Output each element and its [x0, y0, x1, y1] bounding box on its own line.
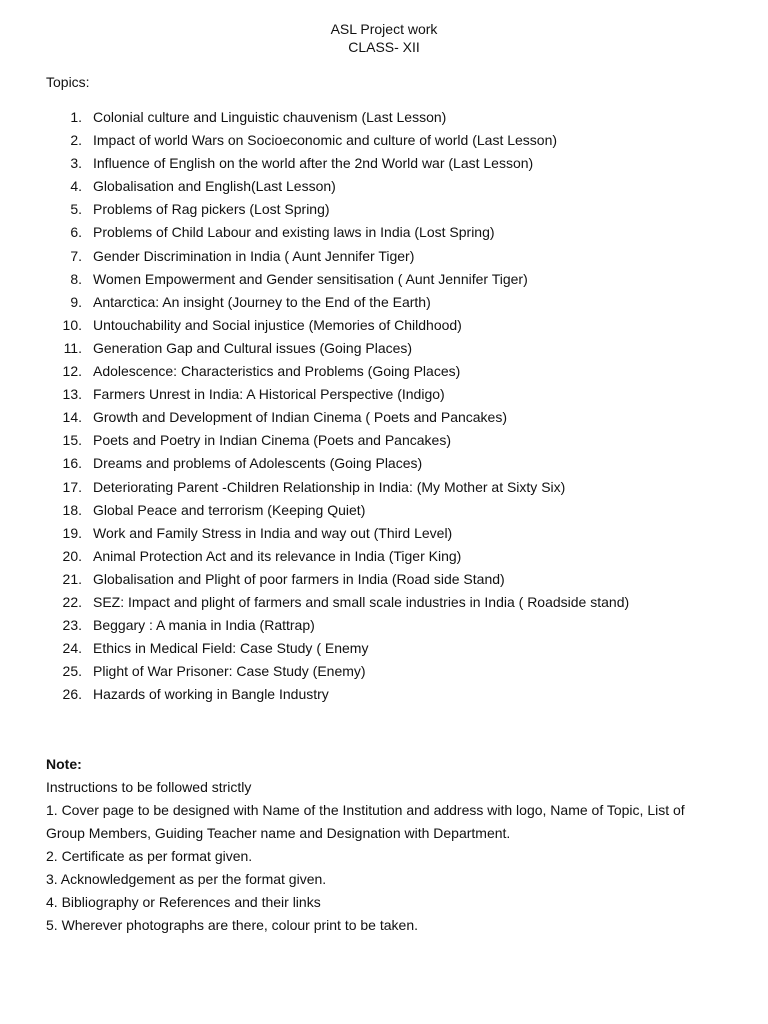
topic-number: 16.: [62, 455, 82, 472]
topic-item: [0, 154, 768, 177]
topic-item: [0, 247, 768, 270]
topic-item: [0, 685, 768, 708]
topic-number: 18.: [62, 501, 82, 518]
topic-text: Growth and Development of Indian Cinema ( Poets and Pancakes): [93, 409, 508, 426]
topic-item: [0, 339, 768, 362]
topic-number: 19.: [62, 524, 82, 541]
topic-text: Colonial culture and Linguistic chauvenism (Last Lesson): [93, 109, 447, 125]
topic-number: 12.: [62, 363, 82, 380]
note-line: 2. Certificate as per format given.: [46, 848, 253, 864]
topic-text: Dreams and problems of Adolescents (Going Places): [93, 455, 423, 472]
topic-item: [0, 385, 768, 408]
topic-text: Antarctica: An insight (Journey to the End of the Earth): [93, 293, 431, 310]
topic-number: 15.: [62, 432, 82, 449]
topic-number: 14.: [62, 409, 82, 426]
topic-number: 6.: [70, 224, 82, 241]
topic-item: [0, 639, 768, 662]
topic-item: [0, 454, 768, 477]
topic-text: Global Peace and terrorism (Keeping Quiet): [93, 501, 366, 518]
topic-text: Beggary : A mania in India (Rattrap): [93, 617, 315, 634]
topic-number: 21.: [62, 570, 82, 587]
topic-number: 5.: [70, 201, 82, 218]
note-line: 3. Acknowledgement as per the format given.: [46, 871, 327, 887]
topic-number: 7.: [70, 247, 82, 264]
topic-number: 26.: [62, 686, 82, 703]
note-heading: Note:: [46, 756, 82, 772]
topic-item: [0, 501, 768, 524]
topic-text: Influence of English on the world after the 2nd World war (Last Lesson): [93, 155, 534, 172]
topic-text: Generation Gap and Cultural issues (Going Places): [93, 339, 413, 356]
topic-text: Globalisation and Plight of poor farmers in India (Road side Stand): [93, 570, 505, 587]
topic-text: Animal Protection Act and its relevance in India (Tiger King): [93, 547, 462, 564]
topic-item: [0, 408, 768, 431]
topic-text: Gender Discrimination in India ( Aunt Jennifer Tiger): [93, 247, 415, 264]
topic-number: 11.: [63, 339, 82, 356]
topic-text: Deteriorating Parent -Children Relationship in India: (My Mother at Sixty Six): [93, 478, 566, 495]
topic-item: [0, 616, 768, 639]
note-line: 4. Bibliography or References and their links: [46, 894, 321, 910]
topic-item: [0, 662, 768, 685]
topic-text: Untouchability and Social injustice (Memories of Childhood): [93, 316, 462, 333]
topic-item: [0, 362, 768, 385]
topic-number: 10.: [62, 316, 82, 333]
topic-item: [0, 431, 768, 454]
topic-text: Plight of War Prisoner: Case Study (Enemy): [93, 663, 366, 680]
note-lines: [46, 776, 726, 937]
topic-number: 4.: [70, 178, 82, 195]
topic-number: 17.: [62, 478, 82, 495]
topic-text: Problems of Rag pickers (Lost Spring): [93, 201, 330, 218]
topic-number: 9.: [70, 293, 82, 310]
topic-item: [0, 270, 768, 293]
topic-number: 2.: [70, 132, 82, 149]
document-title: ASL Project work: [330, 21, 438, 37]
topic-text: Farmers Unrest in India: A Historical Perspective (Indigo): [93, 386, 445, 403]
topic-item: [0, 316, 768, 339]
topic-item: [0, 200, 768, 223]
topic-item: [0, 223, 768, 246]
topic-item: [0, 108, 768, 131]
topic-item: [0, 570, 768, 593]
topic-text: Ethics in Medical Field: Case Study ( Enemy: [93, 640, 369, 657]
note-line: 1. Cover page to be designed with Name of the Institution and address with logo, Name of Topic, List of Group Members, Guiding Teacher name and Designation with Department.: [46, 802, 685, 841]
topic-text: Women Empowerment and Gender sensitisation ( Aunt Jennifer Tiger): [93, 270, 528, 287]
topic-number: 20.: [62, 547, 82, 564]
document-subtitle: CLASS- XII: [348, 39, 420, 55]
topics-heading: Topics:: [46, 74, 90, 90]
topic-text: Poets and Poetry in Indian Cinema (Poets and Pancakes): [93, 432, 451, 449]
topic-item: [0, 524, 768, 547]
title-block: [0, 20, 768, 56]
note-line: 5. Wherever photographs are there, colour print to be taken.: [46, 917, 418, 933]
topic-number: 3.: [70, 155, 82, 172]
topic-number: 23.: [62, 617, 82, 634]
topic-text: SEZ: Impact and plight of farmers and small scale industries in India ( Roadside stand): [93, 593, 630, 610]
topic-item: [0, 131, 768, 154]
topic-item: [0, 177, 768, 200]
topic-number: 25.: [62, 663, 82, 680]
topic-item: [0, 478, 768, 501]
topic-number: 24.: [62, 640, 82, 657]
topic-item: [0, 293, 768, 316]
topic-number: 13.: [62, 386, 82, 403]
topic-text: Work and Family Stress in India and way out (Third Level): [93, 524, 453, 541]
topic-number: 1.: [70, 109, 82, 125]
topic-item: [0, 547, 768, 570]
topic-number: 22.: [62, 593, 82, 610]
note-line: Instructions to be followed strictly: [46, 779, 252, 795]
topic-item: [0, 593, 768, 616]
topic-text: Impact of world Wars on Socioeconomic and culture of world (Last Lesson): [93, 132, 558, 149]
topic-number: 8.: [70, 270, 82, 287]
topic-list: [0, 108, 768, 708]
topic-text: Adolescence: Characteristics and Problems (Going Places): [93, 363, 461, 380]
topic-text: Problems of Child Labour and existing laws in India (Lost Spring): [93, 224, 495, 241]
topic-text: Globalisation and English(Last Lesson): [93, 178, 336, 195]
note-block: [46, 753, 726, 937]
topic-text: Hazards of working in Bangle Industry: [93, 686, 329, 703]
